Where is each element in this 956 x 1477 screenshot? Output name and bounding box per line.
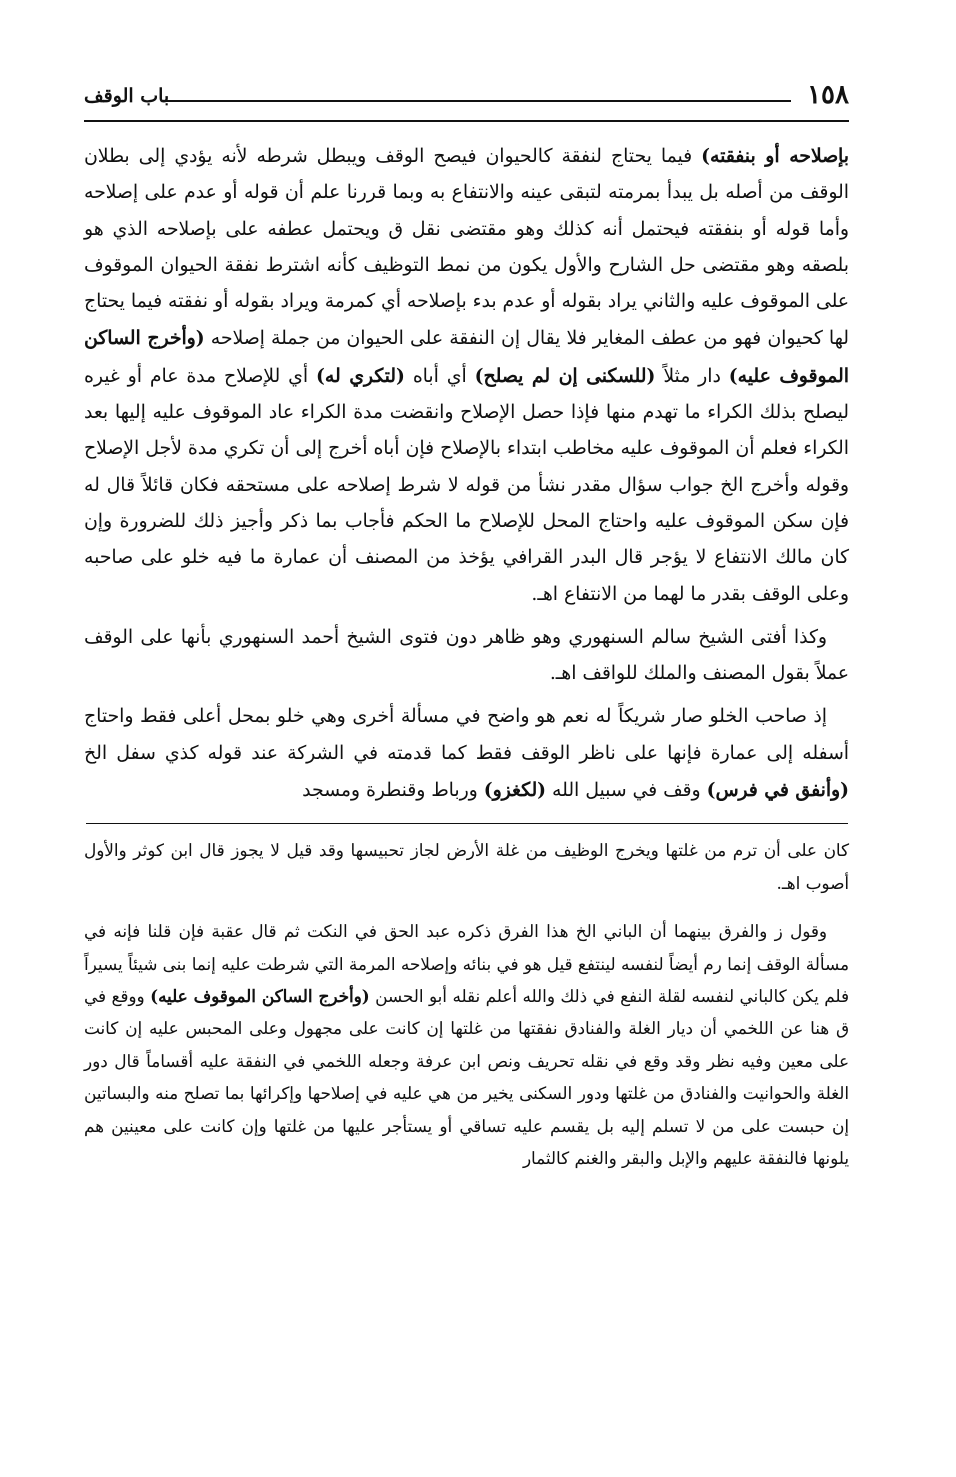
commentary-text: أي للإصلاح مدة عام أو غيره ليصلح بذلك الكراء ما تهدم منها فإذا حصل الإصلاح وانقضت مدة الكراء عاد الموقوف عليه إليها بعد الكراء فعلم أن الموقوف عليه مخاطب ابتداء بالإصلاح فإن أباه أخرج إلى أن تكري مدة لأجل الإصلاح وقوله وأخرج الخ جواب سؤال مقدر نشأ من قوله لا شرط إصلاحه على مستحقه فكان قائلاً قال له فإن سكن الموقوف عليه واحتاج المحل للإصلاح ما الحكم فأجاب بما ذكر وأجيز ذلك للضرورة وإن كان مالك الانتفاع لا يؤجر قال البدر القرافي يؤخذ من المصنف أن عمارة ما فيه خلو على صاحبه وعلى الوقف بقدر ما لهما من الانتفاع اهـ. <box>84 365 849 605</box>
commentary-text: ورباط وقنطرة ومسجد <box>302 780 484 802</box>
page-number: ١٥٨ <box>807 80 849 110</box>
matn-phrase: (لكغزو) <box>483 779 547 802</box>
matn-phrase: (وأنفق في فرس) <box>706 779 849 802</box>
header-rule <box>84 120 849 122</box>
matn-phrase: (لتكري له) <box>316 364 405 387</box>
commentary-text: دار مثلاً <box>655 365 729 387</box>
footnote-text: وقول ز والفرق بينهما أن الباني الخ هذا الفرق ذكره عبد الحق في النكت ثم قال عقبة فإن قلنا فإنه في مسألة الوقف إنما رم أيضاً لنفسه لينتفع قيل هو في بنائه وإصلاحه المرمة التي شرطت عليه إنما بنى شيئاً يسيراً فلم يكن كالباني لنفسه لقلة النفع في ذلك والله أعلم نقله أبو الحسن <box>84 921 850 1006</box>
footnote-divider <box>86 823 848 824</box>
main-text <box>84 138 849 809</box>
chapter-title: باب الوقف <box>84 85 170 107</box>
matn-phrase: (للسكنى إن لم يصلح) <box>474 364 656 387</box>
paragraph <box>84 699 849 809</box>
matn-phrase: (وأخرج الساكن الموقوف عليه) <box>150 985 370 1006</box>
footnote <box>84 915 849 1174</box>
footnote-text: ووقع في ق هنا عن اللخمي أن ديار الغلة والفنادق نفقتها من غلتها إن كانت على مجهول وعلى المحبس عليه إن كانت على معين وفيه نظر وقد وقع في نقله تحريف ونص ابن عرفة وجعله اللخمي في النفقة عليه أقساماً قال دور الغلة والحوانيت والفنادق من غلتها ودور السكنى يخير من هي عليه في إصلاحها وإكرائها بما تصلح منه والبساتين إن حبست على من لا تسلم إليه بل يقسم عليه تساقي أو يستأجر عليها من غلتها وإن كانت على معينين هم يلونها فالنفقة عليهم والإبل والبقر والغنم كالثمار <box>84 985 849 1168</box>
book-page <box>84 78 849 1174</box>
commentary-text: وقف في سبيل الله <box>546 780 707 802</box>
page-header <box>84 78 849 118</box>
commentary-text: إذ صاحب الخلو صار شريكاً له نعم هو واضح في مسألة أخرى وهي خلو بمحل أعلى فقط واحتاج أسفله إلى عمارة فإنها على ناظر الوقف فقط كما قدمته في الشركة عند قوله كذي سفل الخ <box>84 706 849 764</box>
footnotes <box>84 834 849 1174</box>
commentary-text: فيما يحتاج لنفقة كالحيوان فيصح الوقف ويبطل شرطه لأنه يؤدي إلى بطلان الوقف من أصله بل يبدأ بمرمته لتبقى عينه والانتفاع به وبما قررنا علم أن قوله أو عدم على إصلاحه وأما قوله أو بنفقته فيحتمل أنه كذلك وهو مقتضى نقل ق ويحتمل عطفه على بإصلاحه الذي هو بلصقه وهو مقتضى حل الشارح والأول يكون من نمط التوظيف كأنه اشترط نفقة الحيوان الموقوف على الموقوف عليه والثاني يراد بقوله أو عدم بدء بإصلاحه أي كمرمة ويراد بقوله أو نفقته فيما يحتاج لها كحيوان فهو من عطف المغاير فلا يقال إن النفقة على الحيوان من جملة إصلاحه <box>84 146 850 350</box>
footnote <box>84 834 849 899</box>
matn-phrase: (وأخرج الساكن الموقوف عليه) <box>84 327 849 387</box>
commentary-text: أي أباه <box>404 365 475 387</box>
matn-phrase: بإصلاحه أو بنفقته) <box>701 145 849 167</box>
paragraph <box>84 138 849 613</box>
commentary-text: وكذا أفتى الشيخ سالم السنهوري وهو ظاهر دون فتوى الشيخ أحمد السنهوري بأنها على الوقف عملاً بقول المصنف والملك للواقف اهـ. <box>84 626 849 685</box>
paragraph <box>84 620 849 693</box>
footnote-text: كان على أن ترم من غلتها ويخرج الوظيف من غلة الأرض لجاز تحبيسها وقد قيل لا يجوز قال ابن كوثر والأول أصوب اهـ. <box>84 840 849 893</box>
header-line <box>162 100 791 102</box>
